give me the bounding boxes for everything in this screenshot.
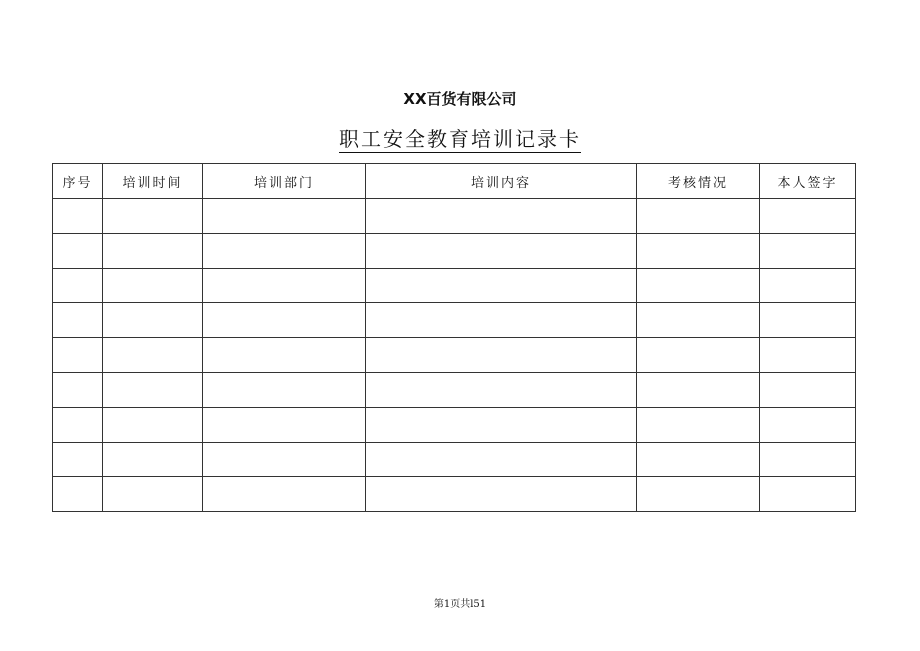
- cell-signature[interactable]: [760, 303, 856, 338]
- cell-training-department[interactable]: [203, 199, 366, 234]
- cell-training-department[interactable]: [203, 372, 366, 407]
- cell-training-time[interactable]: [103, 372, 203, 407]
- table-row: [53, 372, 856, 407]
- table-row: [53, 199, 856, 234]
- cell-serial-number[interactable]: [53, 442, 103, 477]
- table-row: [53, 407, 856, 442]
- cell-assessment[interactable]: [637, 442, 760, 477]
- cell-signature[interactable]: [760, 199, 856, 234]
- cell-assessment[interactable]: [637, 407, 760, 442]
- cell-assessment[interactable]: [637, 199, 760, 234]
- cell-training-department[interactable]: [203, 407, 366, 442]
- table-row: [53, 442, 856, 477]
- table-row: [53, 268, 856, 303]
- table-row: [53, 233, 856, 268]
- cell-training-time[interactable]: [103, 442, 203, 477]
- cell-signature[interactable]: [760, 233, 856, 268]
- cell-training-department[interactable]: [203, 233, 366, 268]
- header-training-content: 培训内容: [366, 164, 637, 199]
- cell-assessment[interactable]: [637, 477, 760, 512]
- cell-training-content[interactable]: [366, 268, 637, 303]
- cell-training-time[interactable]: [103, 303, 203, 338]
- cell-serial-number[interactable]: [53, 372, 103, 407]
- cell-serial-number[interactable]: [53, 233, 103, 268]
- cell-training-department[interactable]: [203, 442, 366, 477]
- cell-assessment[interactable]: [637, 372, 760, 407]
- table-row: [53, 338, 856, 373]
- cell-training-department[interactable]: [203, 268, 366, 303]
- cell-training-content[interactable]: [366, 442, 637, 477]
- document-title: [0, 123, 920, 152]
- cell-training-department[interactable]: [203, 477, 366, 512]
- company-name: XX百货有限公司: [403, 90, 517, 108]
- cell-serial-number[interactable]: [53, 199, 103, 234]
- cell-signature[interactable]: [760, 268, 856, 303]
- cell-serial-number[interactable]: [53, 407, 103, 442]
- cell-training-content[interactable]: [366, 407, 637, 442]
- cell-training-time[interactable]: [103, 338, 203, 373]
- cell-assessment[interactable]: [637, 303, 760, 338]
- cell-training-time[interactable]: [103, 407, 203, 442]
- cell-signature[interactable]: [760, 407, 856, 442]
- training-record-table: [52, 163, 856, 512]
- cell-training-content[interactable]: [366, 303, 637, 338]
- cell-training-department[interactable]: [203, 338, 366, 373]
- table-header-row: [53, 164, 856, 199]
- cell-signature[interactable]: [760, 338, 856, 373]
- header-training-time: 培训时间: [103, 164, 203, 199]
- cell-training-time[interactable]: [103, 199, 203, 234]
- cell-training-content[interactable]: [366, 372, 637, 407]
- cell-training-content[interactable]: [366, 477, 637, 512]
- cell-training-time[interactable]: [103, 268, 203, 303]
- cell-serial-number[interactable]: [53, 338, 103, 373]
- cell-signature[interactable]: [760, 372, 856, 407]
- cell-serial-number[interactable]: [53, 303, 103, 338]
- cell-training-time[interactable]: [103, 477, 203, 512]
- table-row: [53, 477, 856, 512]
- cell-training-content[interactable]: [366, 199, 637, 234]
- table-row: [53, 303, 856, 338]
- cell-training-content[interactable]: [366, 233, 637, 268]
- header-signature: 本人签字: [760, 164, 856, 199]
- page-number: 第1页共l51: [433, 599, 487, 610]
- cell-serial-number[interactable]: [53, 268, 103, 303]
- cell-training-department[interactable]: [203, 303, 366, 338]
- cell-assessment[interactable]: [637, 338, 760, 373]
- header-training-department: 培训部门: [203, 164, 366, 199]
- document-title-text: 职工安全教育培训记录卡: [339, 127, 581, 151]
- cell-assessment[interactable]: [637, 268, 760, 303]
- cell-signature[interactable]: [760, 477, 856, 512]
- table-body: [53, 199, 856, 512]
- cell-training-time[interactable]: [103, 233, 203, 268]
- cell-assessment[interactable]: [637, 233, 760, 268]
- header-serial-number: 序号: [53, 164, 103, 199]
- cell-training-content[interactable]: [366, 338, 637, 373]
- cell-signature[interactable]: [760, 442, 856, 477]
- header-assessment: 考核情况: [637, 164, 760, 199]
- cell-serial-number[interactable]: [53, 477, 103, 512]
